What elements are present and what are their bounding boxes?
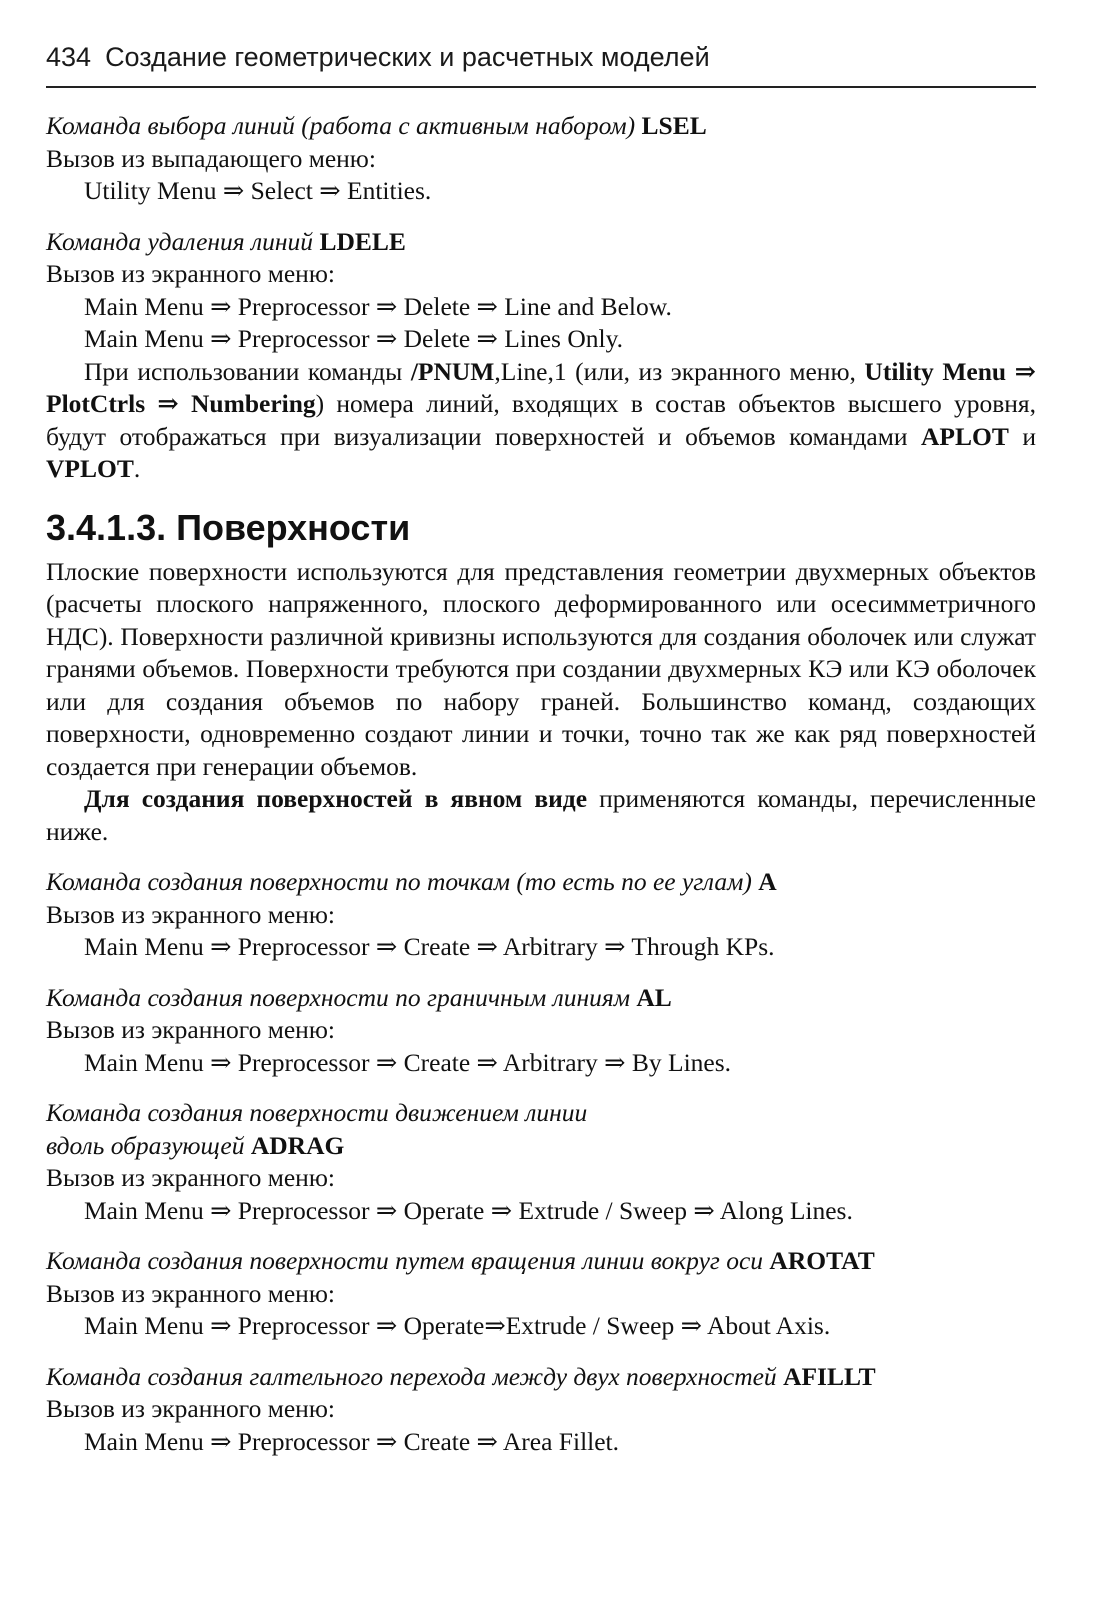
call-label: Вызов из экранного меню:	[46, 259, 335, 288]
intro-paragraph: Плоские поверхности используются для представления геометрии двухмерных объектов (расчеты плоского напряженного, плоского деформированного или осесимметричного НДС). Поверхности различной кривизны используются для создания оболочек или служат гранями объемов. Поверхности требуются при создании двухмерных КЭ или КЭ оболочек или для создания объемов по набору граней. Большинство команд, создающих поверхности, одновременно создают линии и точки, точно так же как ряд поверхностей создается при генерации объемов.	[46, 556, 1036, 781]
text-run: и	[1008, 421, 1036, 451]
command-code: LDELE	[319, 226, 406, 256]
command-code: APLOT	[921, 421, 1009, 451]
command-description: Команда создания галтельного перехода между двух поверхностей	[46, 1361, 784, 1391]
command-description: Команда удаления линий	[46, 226, 320, 256]
command-heading-lsel	[46, 110, 1036, 143]
command-code: /PNUM	[410, 356, 495, 386]
text-run: ,Line,1 (или, из экранного меню,	[494, 356, 865, 386]
text-run: применяются команды, перечисленные ниже.	[46, 784, 1036, 846]
page-content	[46, 110, 1036, 1458]
command-heading-adrag-line2	[46, 1130, 1036, 1163]
call-label: Вызов из экранного меню:	[46, 1278, 335, 1308]
command-code: VPLOT	[46, 454, 134, 483]
command-code: LSEL	[641, 111, 707, 140]
section-heading: 3.4.1.3. Поверхности	[46, 506, 411, 548]
menu-path: Main Menu ⇒ Preprocessor ⇒ Delete ⇒ Line and Below.	[84, 291, 672, 321]
call-label: Вызов из экранного меню:	[46, 1015, 335, 1044]
call-label: Вызов из экранного меню:	[46, 1163, 335, 1192]
call-label: Вызов из экранного меню:	[46, 899, 335, 929]
running-header	[46, 42, 1036, 73]
command-description: Команда создания поверхности по граничным линиям	[46, 982, 637, 1012]
text-run: .	[133, 454, 141, 483]
text-run: ) номера линий, входящих в состав объектов высшего уровня, будут отображаться при визуализации поверхностей и объемов командами	[46, 389, 1036, 451]
menu-path: Utility Menu ⇒ Select ⇒ Entities.	[84, 176, 432, 205]
text-run: При использовании команды	[84, 356, 411, 386]
command-description: вдоль образующей	[46, 1130, 251, 1160]
command-description: Команда создания поверхности путем вращения линии вокруг оси	[46, 1246, 770, 1275]
command-description: Команда выбора линий (работа с активным набором)	[46, 111, 642, 140]
command-code: ADRAG	[250, 1130, 345, 1160]
command-heading-arotat	[46, 1245, 1036, 1278]
header-rule	[46, 86, 1036, 88]
running-title: Создание геометрических и расчетных моделей	[105, 42, 710, 72]
page-number: 434	[46, 42, 92, 72]
call-label: Вызов из экранного меню:	[46, 1394, 335, 1423]
command-heading-al	[46, 982, 1036, 1015]
call-label: Вызов из выпадающего меню:	[46, 143, 376, 173]
command-code: A	[758, 867, 777, 896]
command-code: AFILLT	[783, 1361, 876, 1391]
command-code: AL	[636, 982, 672, 1012]
menu-path: Main Menu ⇒ Preprocessor ⇒ Operate ⇒ Extrude / Sweep ⇒ Along Lines.	[84, 1195, 853, 1225]
command-heading-afillt	[46, 1361, 1036, 1394]
command-heading-adrag-line1: Команда создания поверхности движением линии	[46, 1098, 588, 1127]
command-heading-a	[46, 866, 1036, 899]
menu-path: Main Menu ⇒ Preprocessor ⇒ Delete ⇒ Lines Only.	[84, 324, 624, 353]
menu-path: Main Menu ⇒ Preprocessor ⇒ Create ⇒ Arbitrary ⇒ Through KPs.	[84, 932, 775, 961]
command-heading-ldele	[46, 226, 1036, 259]
menu-path-bold: Utility Menu ⇒ PlotCtrls ⇒ Numbering	[46, 356, 1036, 418]
command-description: Команда создания поверхности по точкам (то есть по ее углам)	[46, 867, 759, 896]
explicit-paragraph	[46, 783, 1036, 848]
bold-lead: Для создания поверхностей в явном виде	[84, 784, 588, 813]
menu-path: Main Menu ⇒ Preprocessor ⇒ Create ⇒ Area Fillet.	[84, 1426, 620, 1456]
command-code: AROTAT	[769, 1246, 875, 1275]
pnum-note-paragraph	[46, 356, 1036, 486]
menu-path: Main Menu ⇒ Preprocessor ⇒ Create ⇒ Arbitrary ⇒ By Lines.	[84, 1047, 732, 1077]
menu-path: Main Menu ⇒ Preprocessor ⇒ Operate⇒Extrude / Sweep ⇒ About Axis.	[84, 1311, 831, 1340]
